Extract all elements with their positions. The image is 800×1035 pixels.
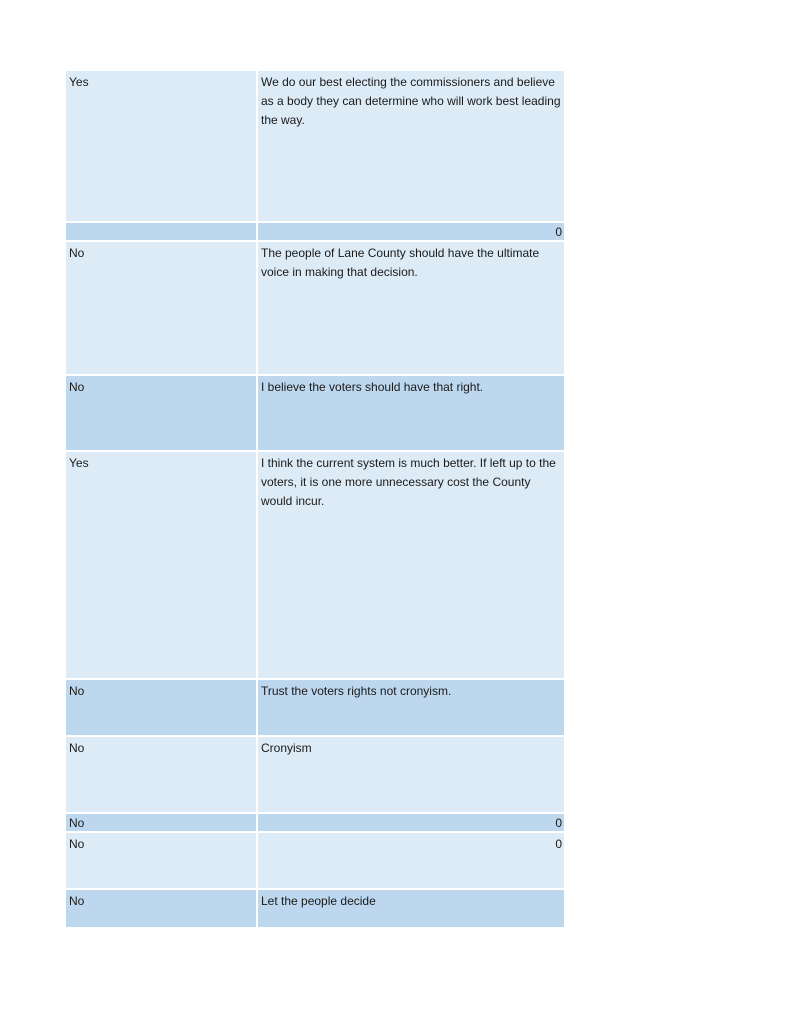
comment-cell: 0	[258, 814, 564, 831]
answer-cell: No	[66, 890, 258, 927]
comment-cell: The people of Lane County should have the ultimate voice in making that decision.	[258, 242, 564, 374]
comment-cell: Let the people decide	[258, 890, 564, 927]
answer-cell: No	[66, 814, 258, 831]
table-row	[66, 452, 564, 680]
answer-cell: No	[66, 833, 258, 888]
comment-cell: 0	[258, 223, 564, 240]
survey-response-table	[66, 71, 564, 927]
comment-cell: 0	[258, 833, 564, 888]
answer-cell	[66, 223, 258, 240]
comment-cell: We do our best electing the commissioners and believe as a body they can determine who will work best leading the way.	[258, 71, 564, 221]
table-row	[66, 680, 564, 737]
comment-cell: Cronyism	[258, 737, 564, 812]
answer-cell: No	[66, 737, 258, 812]
comment-cell: I think the current system is much better. If left up to the voters, it is one more unnecessary cost the County would incur.	[258, 452, 564, 678]
answer-cell: Yes	[66, 71, 258, 221]
table-row	[66, 814, 564, 833]
table-row	[66, 223, 564, 242]
table-row	[66, 376, 564, 452]
comment-cell: Trust the voters rights not cronyism.	[258, 680, 564, 735]
answer-cell: No	[66, 680, 258, 735]
table-row	[66, 890, 564, 927]
answer-cell: No	[66, 242, 258, 374]
table-row	[66, 833, 564, 890]
comment-cell: I believe the voters should have that right.	[258, 376, 564, 450]
table-row	[66, 71, 564, 223]
table-row	[66, 242, 564, 376]
answer-cell: No	[66, 376, 258, 450]
table-row	[66, 737, 564, 814]
answer-cell: Yes	[66, 452, 258, 678]
